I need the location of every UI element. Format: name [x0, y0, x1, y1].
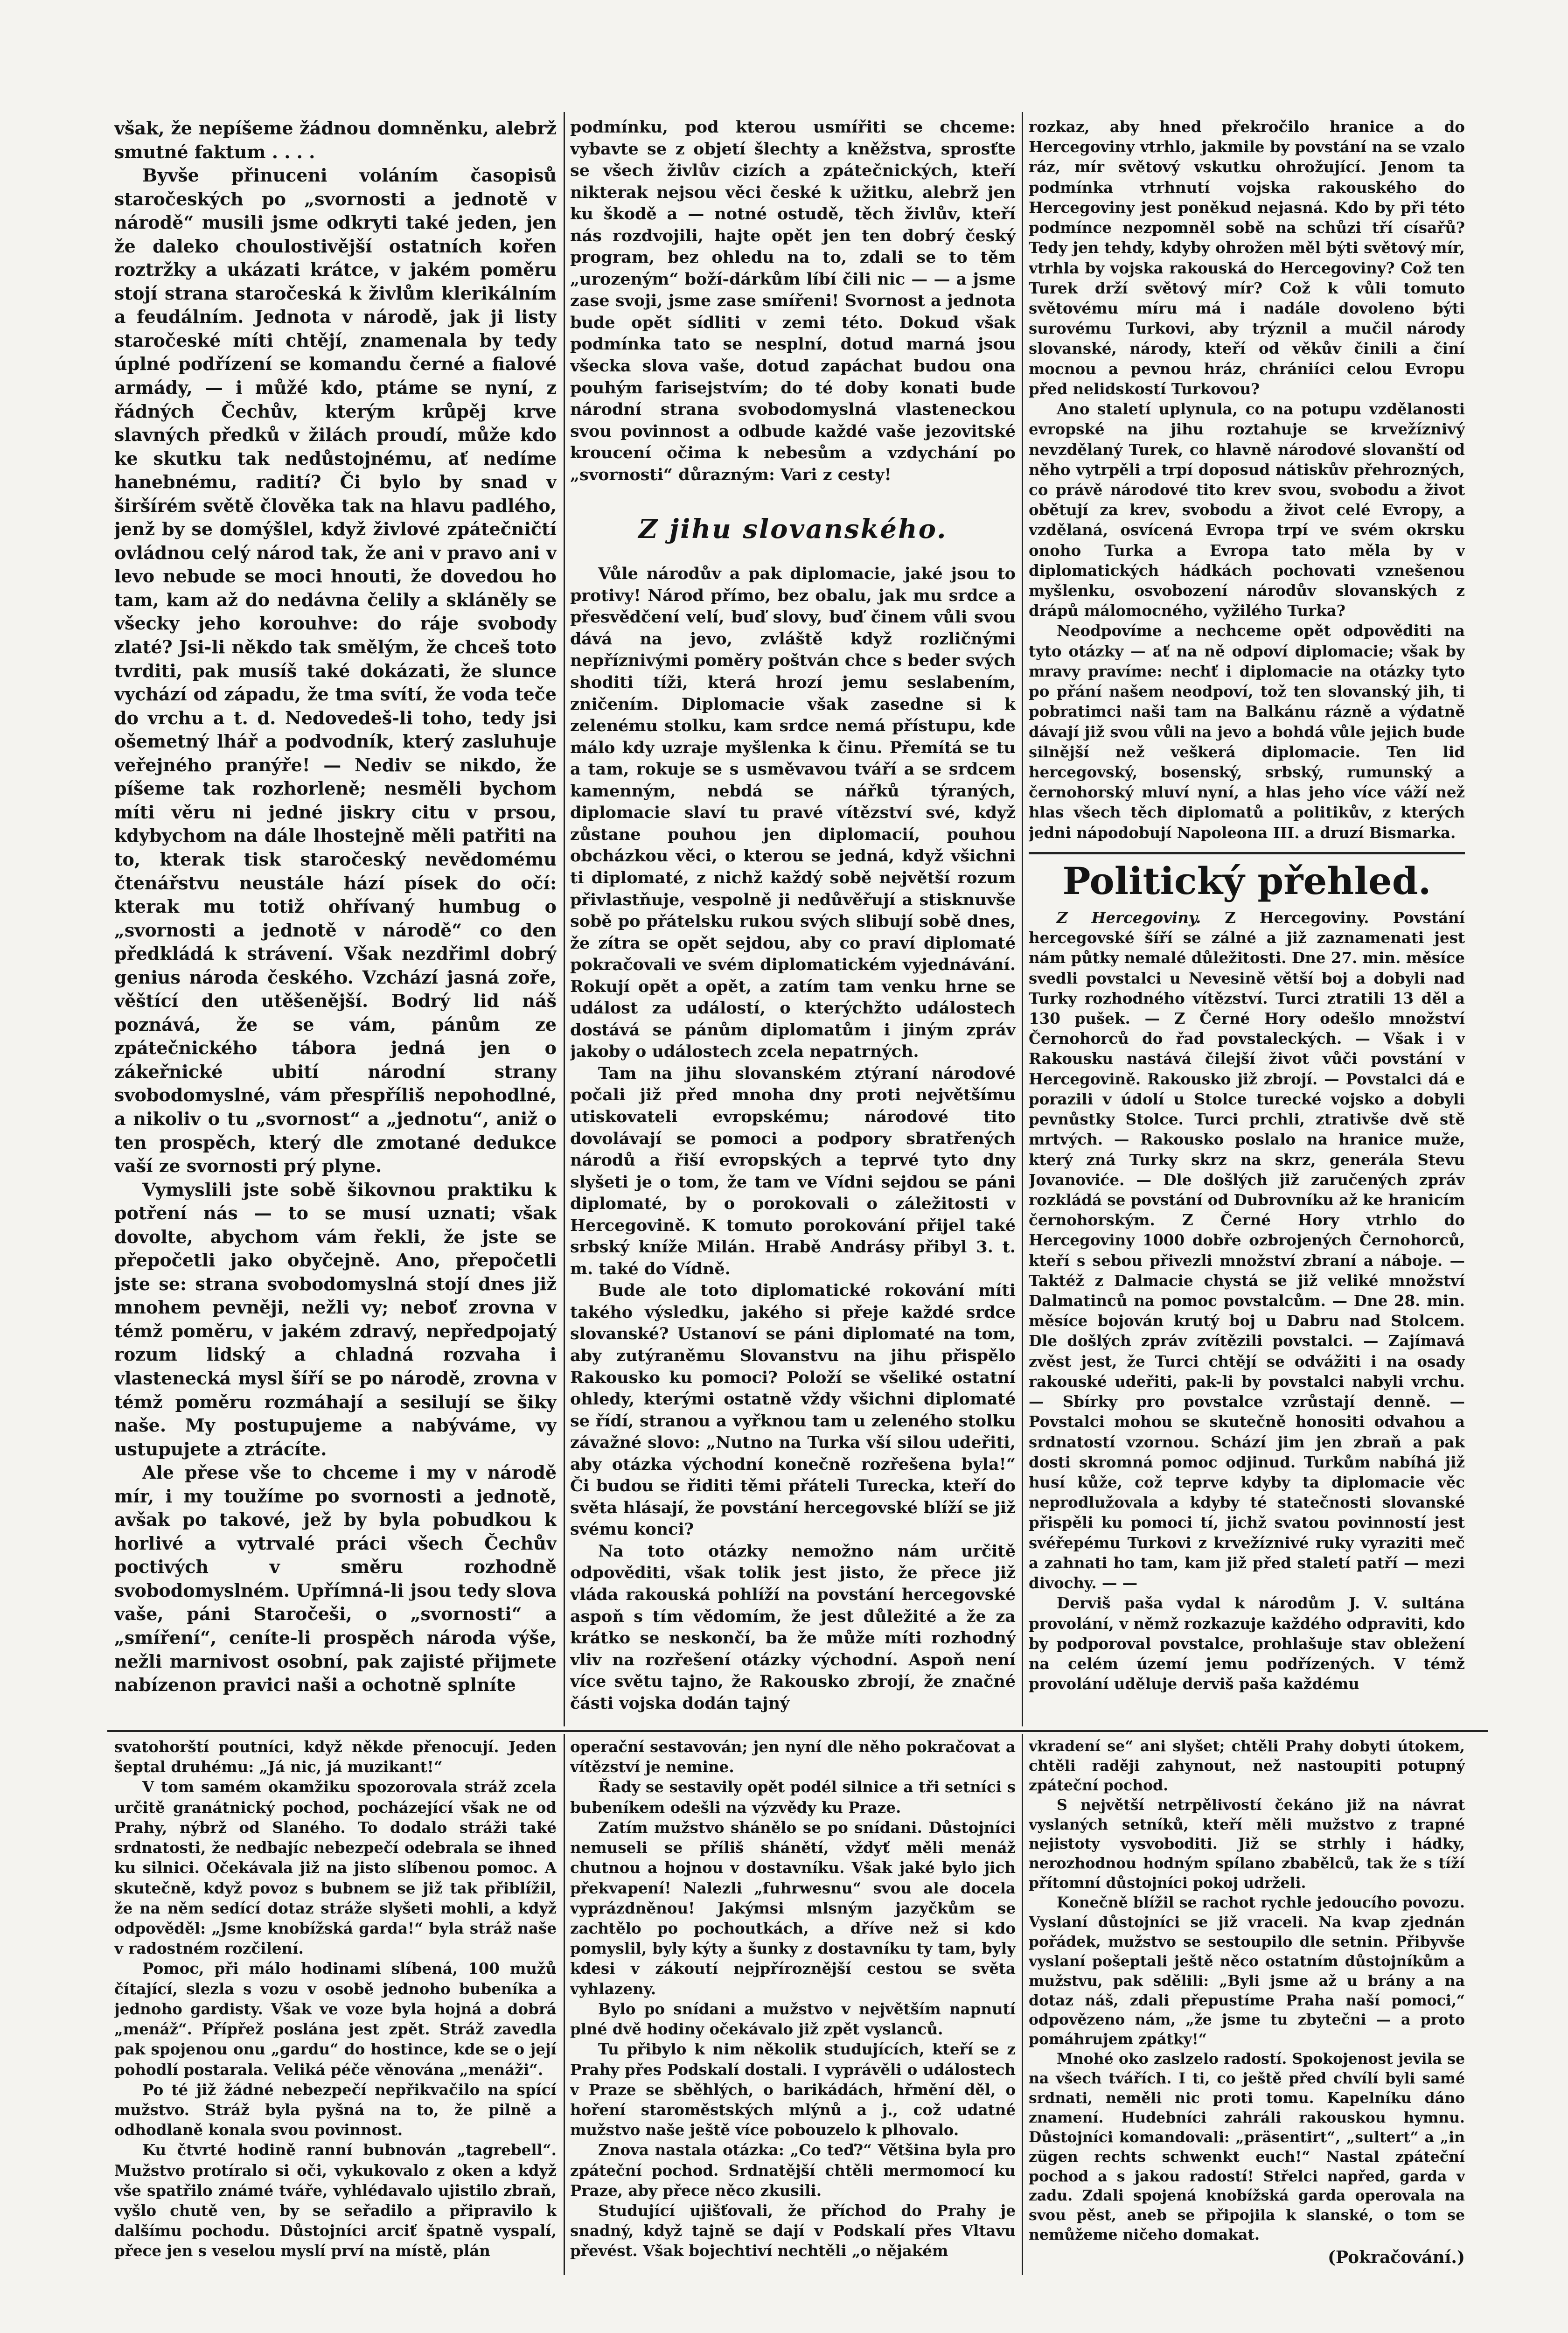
lead-heading: Z Hercegoviny.	[1057, 908, 1201, 927]
paragraph: Řady se sestavily opět podél silnice a tři setníci s bubeníkem odešli na výzvědy ku Praze.	[570, 1778, 1016, 1816]
paragraph: V tom samém okamžiku spozorovala stráž zcela určitě granátnický pochod, pocházející však ne od Prahy, nýbrž od Slaného. To dodalo stráži také srdnatosti, že nedbajíc nebezpečí odebrala se ihned ku silnici. Očekávala již na jisto slíbenou pomoc. A skutečně, když povoz s bubnem se již tak přiblížil, že na něm sedící dotaz stráže slyšeti mohli, a když odpověděl: „Jsme knobížská garda!“ byla stráž naše v radostném rozčilení.	[114, 1778, 557, 1958]
section-heading-jih: Z jihu slovanského.	[638, 514, 948, 545]
paragraph: Mnohé oko zaslzelo radostí. Spokojenost jevila se na všech tvářích. I ti, co ještě před chvílí byli samé srdnati, neměli nic proti tomu. Kapelníku dáno znamení. Hudebníci zahráli rakouskou hymnu. Důstojníci komandovali: „präsentirt“, „sultert“ a „in zügen rechts schwenkt euch!“ Nastal zpáteční pochod a s jakou radostí! Střelci napřed, garda v zadu. Zdali spojená knobížská garda operovala na svou pěst, aneb se připojila k slanské, o tom se nemůžeme ničeho domakat.	[1029, 2050, 1465, 2244]
feuilleton-rule	[107, 1730, 1488, 1732]
paragraph: však, že nepíšeme žádnou domněnku, alebrž smutné faktum . . . .	[114, 118, 557, 162]
paragraph: Konečně blížil se rachot rychle jedoucího povozu. Vyslaní důstojníci se již vraceli. Na kvap zjednán pořádek, mužstvo se sestoupilo dle setnin. Přibyvše vyslaní pošeptali ještě něco ostatním důstojníkům a mužstvu, pak sdělili: „Byli jsme až u brány a na dotaz náš, zdali přepustíme Praha naší pomoci,“ odpovězeno nám, „že jsme tu zbytečni — a proto pomáhrujem zpátky!“	[1029, 1894, 1465, 2048]
paragraph: Zatím mužstvo shánělo se po snídani. Důstojníci nemuseli se příliš shánětí, vždyť měli menáž chutnou a hojnou v dostavníku. Však jaké bylo jich překvapení! Nalezli „fuhrwesnu“ svou ale docela vyprázdněnou! Jakýmsi mlsným jazyčkům se zachtělo po pochoutkách, a dříve než si kdo pomyslil, byly kýty a šunky z dostavníku ty tam, byly kdesi v zákoutí nejpříroznější cestou se světa vyhlazeny.	[570, 1818, 1016, 1998]
paragraph: S největší netrpělivostí čekáno již na návrat vyslaných setníků, kteří měli mužstvo z trapné nejistoty vysvoboditi. Již se strhly i hádky, nerozhodnou hodným spílano zbabělců, tak že s tíží přítomní důstojníci pokoj udrželi.	[1029, 1796, 1465, 1892]
paragraph: Neodpovíme a nechceme opět odpověditi na tyto otázky — ať na ně odpoví diplomacie; však by mravy pravíme: nechť i diplomacie na otázky tyto po přání našem neodpoví, tož ten slovanský jih, ti pobratimci naši tam na Balkánu rázně a výdatně dávají již svou vůli na jevo a bohdá vůle jejich bude silnější než veškerá diplomacie. Ten lid hercegovský, bosenský, srbský, rumunský a černohorský mluví nyní, a hlas jeho více váží než hlas všech těch diplomatů a politikův, z kterých jedni nápodobují Napoleona III. a druzí Bismarka.	[1029, 622, 1465, 842]
paragraph: operační sestavován; jen nyní dle něho pokračovat a vítězství je nemine.	[570, 1738, 1016, 1776]
column-rule-4	[1022, 1734, 1023, 2275]
paragraph: Tam na jihu slovanském ztýraní národové počali již před mnoha dny proti největšímu utiskovateli evropskému; národové tito dovolávají se pomoci a podpory sbratřených národů a řiší evropských a teprvé tyto dny slyšeti je o tom, že tam ve Vídni sejdou se páni diplomaté, by o porokovali o záležitosti v Hercegovině. K tomuto porokování přijel také srbský kníže Milán. Hrabě Andrásy přibyl 3. t. m. také do Vídně.	[570, 1063, 1016, 1278]
column-1	[114, 117, 557, 1726]
lead-text: Z Hercegoviny. Povstání hercegovské šíří se zálné a již zaznamenati jest nám půtky nemalé důležitosti. Dne 27. min. měsíce svedli povstalci u Nevesině větší boj a dobyli nad Turky rozhodného vítězství. Turci ztratili 13 děl a 130 pušek. — Z Černé Hory odešlo množství Černohorců do řad povstaleckých. — Však i v Rakousku nastává čilejší život vůči povstání v Hercegovině. Rakousko již zbrojí. — Povstalci dá e porazili v údolí u Stolce turecké vojsko a dobyli pevnůstky Stolce. Turci prchli, ztrativše dvě stě mrtvých. — Rakousko poslalo na hranice muže, který zná Turky skrz na skrz, generála Stevu Jovanoviće. — Dle došlých již zaručených zpráv rozkládá se povstání od Dubrovníku až ke hranicím černohorským. Z Černé Hory vtrhlo do Hercegoviny 1000 dobře ozbrojených Černohorců, kteří s sebou přivezli množství zbraní a náboje. — Taktéž z Dalmacie chystá se již veliké množství Dalmatinců na pomoc povstalcům. — Dne 28. min. měsíce bojován krutý boj u Dabru nad Stolcem. Dle došlých zpráv zvítězili povstalci. — Zajímavá zvěst jest, že Turci chtějí se odvážiti i na osady rakouské udeřiti, pak-li by povstalci nabyli vrchu. — Sbírky pro povstalce vzrůstají denně. — Povstalci mohou se skutečně honositi odvahou a srdnatostí vzornou. Schází jim jen zbraň a pak dosti skromná pomoc odjinud. Turkům nabíhá již husí kůže, což teprve kdyby ta diplomacie věc neprodlužovala a kdyby té statečnosti slovanské přispěli ku pomoci tí, jichž svatou povinností jest svéřepému Turkovi z krvežíznivé ruky vyraziti meč a zahnati ho tam, kam již před staletí patří — mezi divochy. — —	[1029, 908, 1465, 1593]
feuilleton-column-1	[114, 1737, 557, 2273]
paragraph: Vymyslili jste sobě šikovnou praktiku k potření nás — to se musí uznati; však dovolte, abychom vám řekli, že jste se přepočetli jako obyčejně. Ano, přepočetli jste se: strana svobodomyslná stojí dnes již mnohem pevněji, nežli vy; neboť zrovna v témž poměru, v jakém zdravý, nepředpojatý rozum lidský a chladná rozvaha i vlastenecká mysl šíří se po národě, zrovna v témž poměru rozmáhají a sesilují se šiky naše. My postupujeme a nabýváme, vy ustupujete a ztrácíte.	[114, 1179, 557, 1460]
paragraph: Na toto otázky nemožno nám určitě odpověditi, však tolik jest jisto, že přece již vláda rakouská pohlíží na povstání hercegovské aspoň s tím vědomím, že jest důležité a že za krátko se neskončí, ba že může míti rozhodný vliv na rozřešení otázky východní. Aspoň není více světu tajno, že Rakousko zbrojí, že značné části vojska dodán tajný	[570, 1541, 1016, 1713]
feuilleton-column-3	[1029, 1737, 1465, 2273]
paragraph: Ale přese vše to chceme i my v národě mír, i my toužíme po svornosti a jednotě, avšak po takové, jež by byla pobudkou k horlivé a vytrvalé práci všech Čechův poctivých v směru rozhodně svobodomyslném. Upřímná-li jsou tedy slova vaše, páni Staročeši, o „svornosti“ a „smíření“, ceníte-li prospěch národa výše, nežli marnivost osobní, pak zajisté přijmete nabízenon pravici naši a ochotně splníte	[114, 1462, 557, 1696]
paragraph: Derviš paša vydal k národům J. V. sultána provolání, v němž rozkazuje každého odpraviti, kdo by podporoval povstalce, prohlašuje stav obležení na celém území jemu podřízených. V témž provolání uděluje derviš paša každému	[1029, 1594, 1465, 1693]
paragraph: Tu přibylo k nim několik studujících, kteří se z Prahy přes Podskalí dostali. I vyprávěli o událostech v Praze se sběhlých, o barikádách, hřmění děl, o hoření staroměstských mlýnů a j., což udatné mužstvo naše ještě více pobouzelo k plhovalo.	[570, 2040, 1016, 2139]
paragraph: Pomoc, při málo hodinami slíbená, 100 mužů čítající, slezla s vozu v osobě jednoho bubeníka a jednoho gardisty. Však ve voze byla hojná a dobrá „menáž“. Přípřež poslána jest zpět. Stráž zavedla pak spojenou onu „gardu“ do hostince, kde se o její pohodlí postarala. Veliká péče věnována „menáži“.	[114, 1959, 557, 2079]
paragraph: svatohorští poutníci, když někde přenocují. Jeden šeptal druhému: „Já nic, já muzikant!“	[114, 1738, 557, 1776]
paragraph: Byvše přinuceni voláním časopisů staročeských po „svornosti a jednotě v národě“ musili jsme odkryti také jeden, jen že daleko choulostivější ostatních kořen roztržky a ukázati krátce, v jakém poměru stojí strana staročeská k živlům klerikálním a feudálním. Jednota v národě, jak ji listy staročeské míti chtějí, znamenala by tedy úplné podřízení se komandu černé a fialové armády, — i můžé kdo, ptáme se nyní, z řádných Čechův, kterým krůpěj krve slavných předků v žilách proudí, může kdo ke skutku tak nedůstojnému, ať nedíme hanebnému, radití? Či bylo by snad v širšírém světě člověka tak na hlavu padlého, jenž by se domýšlel, když živlové zpátečničtí ovládnou celý národ tak, že ani v pravo ani v levo nebude se moci hnouti, že dovedou ho tam, kam až do nedávna čelily a skláněly se všecky jeho korouhve: do ráje svobody zlaté? Jsi-li někdo tak smělým, že chceš toto tvrditi, pak musíš také dokázati, že slunce vychází od západu, že tma svítí, že voda teče do vrchu a t. d. Nedovedeš-li toho, tedy jsi ošemetný lhář a podvodník, který zasluhuje veřejného pranýře! — Nediv se nikdo, že píšeme tak rozhorleně; nesměli bychom míti věru ni jedné jiskry citu v prsou, kdybychom na dále lhostejně měli patřiti na to, kterak tisk staročeský nevědomému čtenářstvu neustále hází písek do očí: kterak mu totiž ohřívaný humbug o „svornosti a jednotě v národě“ co den předkládá k strávení. Však nezdřiml dobrý genius národa českého. Vzchází jasná zoře, věštící den utěšenější. Bodrý lid náš poznává, že se vám, pánům ze zpátečnického tábora jedná jen o zákeřnické ubití národní strany svobodomyslné, vám přespříliš nepohodlné, a nikoliv o tu „svornost“ a „jednotu“, aniž o ten prospěch, který dle zmotané dedukce vaší ze svornosti prý plyne.	[114, 165, 557, 1177]
paragraph-lead	[1029, 908, 1465, 1593]
feuilleton-column-2	[570, 1737, 1016, 2273]
column-rule-3	[564, 1734, 565, 2275]
column-rule-1	[564, 112, 565, 1726]
paragraph: Po té již žádné nebezpečí nepřikvačilo na spící mužstvo. Stráž byla pyšná na to, že pilně a odhodlaně konala svou povinnost.	[114, 2080, 557, 2139]
column-3	[1029, 117, 1465, 1726]
paragraph: Vůle národův a pak diplomacie, jaké jsou to protivy! Národ přímo, bez obalu, jak mu srdce a přesvědčení velí, buď slovy, buď činem vůli svou dává na jevo, zvláště když rozličnými nepříznivými poměry poštván chce s beder svých shoditi tíži, která hrozí jemu seslabením, zničením. Diplomacie však zasedne si k zelenému stolku, kam srdce nemá přístupu, kde málo kdy uzraje myšlenka k činu. Přemítá se tu a tam, rokuje se s usměvavou tváří a se srdcem kamenným, nebdá se nářků týraných, diplomacie slaví tu pravé vítězství své, když zůstane pouhou jen diplomacií, pouhou obcházkou věci, o kterou se jedná, když všichni ti diplomaté, z nichž každý sobě největší rozum přivlastňuje, vespolně ji nedůvěřují a stisknuvše sobě po přátelsku rukou svých slibují sobě dnes, že zítra se opět sejdou, aby co praví diplomaté pokračovali ve svém diplomatickém vyjednávání. Rokují opět a opět, a zatím tam venku hrne se událost za událostí, o kterýchžto událostech dostává se pánům diplomatům i jiným zpráv jakoby o událostech zcela nepatrných.	[570, 564, 1016, 1062]
paragraph: podmínku, pod kterou usmířiti se chceme: vybavte se z objetí šlechty a kněžstva, sprosťte se všech živlův cizích a zpátečnických, kteří nikterak nejsou věci české k užitku, alebrž jen ku škodě a — notné ostudě, těch živlův, kteří nás rozdvojili, hajte opět jen ten dobrý český program, bez ohledu na to, zdali se to těm „urozeným“ boží-dárkům líbí čili nic — — a jsme zase svoji, jsme zase smířeni! Svornost a jednota bude opět sídliti v zemi této. Dokud však podmínka tato se nesplní, dotud marná jsou všecka slova vaše, dotud zapáchat budou ona pouhým farisejstvím; do té doby konati bude národní strana svobodomyslná vlasteneckou svou povinnost a odbude každé vaše jezovitské kroucení očima k nebesům a vzdychání po „svornosti“ důrazným: Vari z cesty!	[570, 118, 1016, 484]
paragraph: rozkaz, aby hned překročilo hranice a do Hercegoviny vtrhlo, jakmile by povstání na se vzalo ráz, mír světový vskutku ohrožující. Jenom ta podmínka vtrhnutí vojska rakouského do Hercegoviny jest poněkud nejasná. Kdo by při této podmínce nezpomněl sobě na schůzi tří císařů? Tedy jen tehdy, kdyby ohrožen měl býti světový mír, vtrhla by vojska rakouská do Hercegoviny? Což ten Turek drží světový mír? Což k vůli tomuto světovému míru má i nadále dovoleno býti surovému Turkovi, aby trýznil a mučil národy slovanské, národy, kteří od věkův činili a činí mocnou a pevnou hráz, chrániíci celou Evropu před nelidskostí Turkovou?	[1029, 118, 1465, 398]
column-2	[570, 117, 1016, 1726]
section-heading-prehled: Politický přehled.	[1029, 852, 1465, 903]
paragraph: vkradení se“ ani slyšet; chtěli Prahy dobyti útokem, chtěli raději zahynout, než nastoupiti potupný zpáteční pochod.	[1029, 1738, 1465, 1794]
paragraph: Ku čtvrté hodině ranní bubnován „tagrebell“. Mužstvo protíralo si oči, vykukovalo z oken a když vše spatřilo známé tváře, vyhlédavalo ujistilo zbraň, vyšlo chutě ven, by se seřadilo a připravilo k dalšímu pochodu. Důstojníci arciť špatně vyspalí, přece jen s veselou myslí prví na místě, plán	[114, 2141, 557, 2260]
paragraph: Bude ale toto diplomatické rokování míti takého výsledku, jakého si přeje každé srdce slovanské? Ustanoví se páni diplomaté na tom, aby zutýraněmu Slovanstvu na jihu přispělo Rakousko ku pomoci? Položí se všeliké ostatní ohledy, kterými ostatně vždy všichni diplomaté se řídí, stranou a vyřknou tam u zeleného stolku závažné slovo: „Nutno na Turka vší silou udeřiti, aby otázka východní konečně rozřešena byla!“ Či budou se řiditi těmi přáteli Turecka, kteří do světa hlásají, že povstání hercegovské blíží se již svému konci?	[570, 1281, 1016, 1539]
continued-note: (Pokračování.)	[1328, 2248, 1465, 2268]
paragraph: Ano staletí uplynula, co na potupu vzdělanosti evropské na jihu roztahuje se krvežíznivý nevzdělaný Turek, co hlavně národové slovanští od něho vytrpěli a trpí doposud nátiskův přehrozných, co právě národové tito krev svou, svobodu a život obětují za krev, svobodu a život celé Evropy, a vzdělaná, osvícená Evropa trpí ve svém okrsku onoho Turka a Evropa tato měla by v diplomatických hádkách pochovati vznešenou myšlenku, osvobození národův slovanských z drápů málomocného, vyžilého Turka?	[1029, 400, 1465, 620]
paragraph: Bylo po snídani a mužstvo v největším napnutí plné dvě hodiny očekávalo již zpět vyslanců.	[570, 1999, 1016, 2039]
paragraph: Znova nastala otázka: „Co teď?“ Většina byla pro zpáteční pochod. Srdnatější chtěli mermomocí ku Praze, aby přece něco zkusili.	[570, 2141, 1016, 2200]
paragraph: Studující ujišťovali, že příchod do Prahy je snadný, když tajně se dají v Podskalí přes Vltavu převést. Však bojechtiví nechtěli „o nějakém	[570, 2201, 1016, 2260]
column-rule-2	[1022, 112, 1023, 1726]
